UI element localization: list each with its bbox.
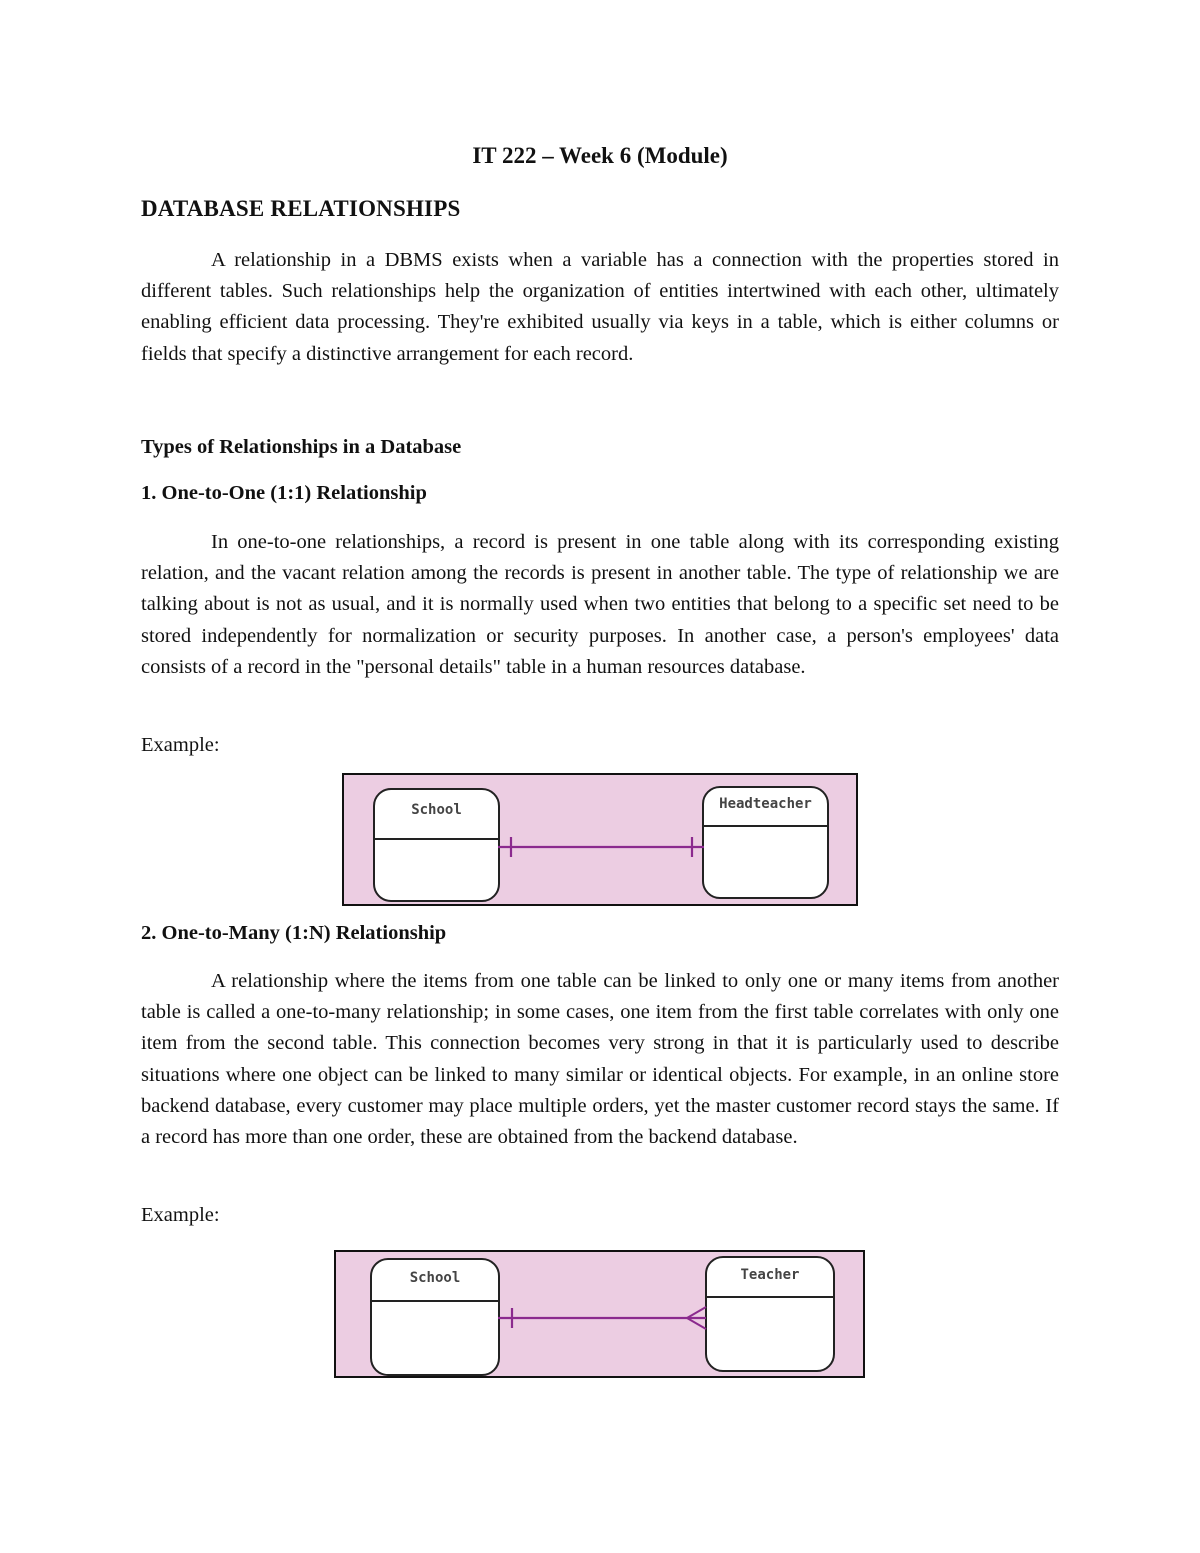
types-heading: Types of Relationships in a Database bbox=[141, 436, 462, 458]
document-title: IT 222 – Week 6 (Module) bbox=[472, 143, 728, 168]
section-body-one-to-one: In one-to-one relationships, a record is present in one table along with its corresponding existing relation, and the vacant relation among the records is present in another table. The type of relationship we are talking about is not as usual, and it is normally used when two entities that belong to a specific set need to be stored independently for normalization or security purposes. In another case, a person's employees' data consists of a record in the "personal details" table in a human resources database. bbox=[141, 531, 1059, 678]
connector-one-to-one bbox=[498, 831, 704, 857]
entity-name-headteacher: Headteacher bbox=[704, 788, 827, 827]
entity-name-teacher: Teacher bbox=[707, 1258, 833, 1298]
section-body-one-to-many: A relationship where the items from one table can be linked to only one or many items from another table is called a one-to-many relationship; in some cases, one item from the first table correlates with only one item from the second table. This connection becomes very strong in that it is particularly used to describe situations where one object can be linked to many similar or identical objects. For example, in an online store backend database, every customer may place multiple orders, yet the master customer record stays the same. If a record has more than one order, these are obtained from the backend database. bbox=[141, 970, 1059, 1149]
entity-box-school bbox=[370, 1258, 500, 1376]
section-paragraph-one-to-one bbox=[141, 527, 1059, 683]
entity-name-school: School bbox=[372, 1260, 498, 1302]
example-label-one-to-many: Example: bbox=[141, 1204, 220, 1226]
intro-text: A relationship in a DBMS exists when a variable has a connection with the properties stored in different tables. Such relationships help the organization of entities intertwined with each other, ultimately enabling efficient data processing. They're exhibited usually via keys in a table, which is either columns or fields that specify a distinctive arrangement for each record. bbox=[141, 249, 1059, 365]
crows-foot-lower bbox=[687, 1318, 706, 1329]
intro-paragraph bbox=[141, 245, 1059, 370]
entity-box-school bbox=[373, 788, 500, 902]
entity-box-headteacher bbox=[702, 786, 829, 899]
diagram-one-to-many bbox=[334, 1250, 865, 1378]
crows-foot-upper bbox=[687, 1307, 706, 1318]
entity-name-school: School bbox=[375, 790, 498, 840]
section-paragraph-one-to-many bbox=[141, 966, 1059, 1153]
example-label-one-to-one: Example: bbox=[141, 734, 220, 756]
section-heading-one-to-many: 2. One-to-Many (1:N) Relationship bbox=[141, 922, 447, 944]
connector-one-to-many bbox=[498, 1305, 708, 1331]
entity-box-teacher bbox=[705, 1256, 835, 1372]
main-heading: DATABASE RELATIONSHIPS bbox=[141, 196, 461, 221]
diagram-one-to-one bbox=[342, 773, 858, 906]
section-heading-one-to-one: 1. One-to-One (1:1) Relationship bbox=[141, 482, 427, 504]
